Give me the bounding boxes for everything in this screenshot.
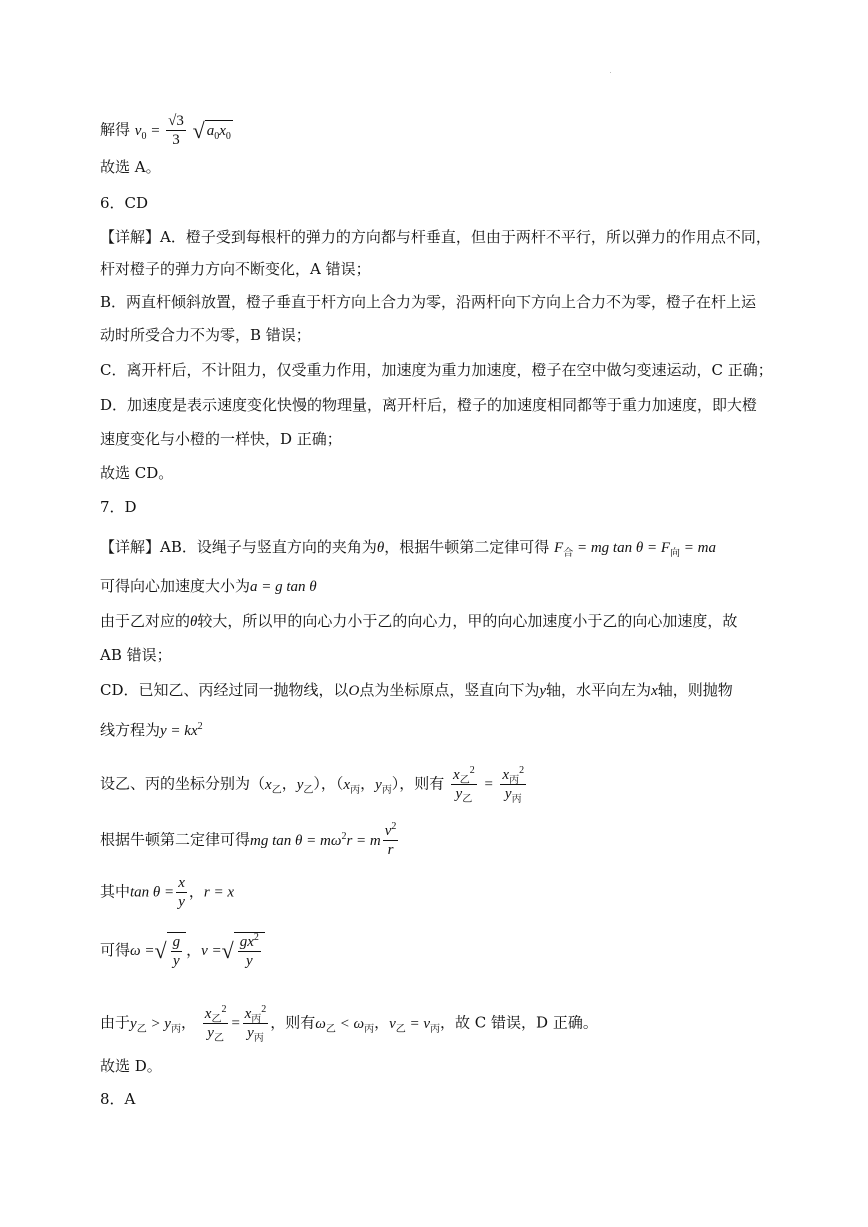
- fraction-gx2-over-y: $\frac{gx^2}{y}$: [239, 932, 259, 969]
- q7-compare: 由于乙对应的θ较大，所以甲的向心力小于乙的向心力，甲的向心加速度小于乙的向心加速度，故: [100, 612, 738, 630]
- q7-centripetal-accel: 可得向心加速度大小为a = g tan θ: [100, 577, 317, 595]
- detail-tag: 【详解】: [100, 538, 161, 556]
- q6-detail-a-cont: 杆对橙子的弹力方向不断变化，A 错误；: [100, 260, 371, 278]
- solution-v0-line: [100, 112, 233, 149]
- q7-answer: 故选 D。: [100, 1057, 162, 1075]
- q7-detail-ab: 【详解】AB．设绳子与竖直方向的夹角为θ，根据牛顿第二定律可得 $F_合$ = mg $\tan \theta = F_向$ = ma: [100, 538, 716, 559]
- equation-v0: $v_0$ =: [134, 122, 165, 142]
- fraction-xyi2-over-yyi: $\frac{x_乙^2}{y_乙}$: [453, 765, 475, 805]
- q6-detail-a: 【详解】A．橙子受到每根杆的弹力的方向都与杆垂直，但由于两杆不平行，所以弹力的作用点不同，: [100, 228, 771, 246]
- q7-conclusion: 由于$y_乙 > y_丙$， $\frac{x_乙^2}{y_乙}$ = $\frac{x_丙^2}{y_丙}$ ，则有$\omega_乙 < \omega_丙$，$v_乙 = v_丙$，故 C 错误，D 正确。: [100, 1004, 598, 1044]
- question-6-title: 6．CD: [100, 194, 149, 212]
- fraction-g-over-y: $\frac{g}{y}$: [172, 934, 181, 969]
- q7-omega-v: 可得ω =√ $\frac{g}{y}$ ，v =√ $\frac{gx^2}{y}$: [100, 932, 265, 970]
- equation-circular: mg $\tan \theta = m\omega^2r = m$: [250, 830, 381, 849]
- q6-answer: 故选 CD。: [100, 464, 174, 482]
- question-8-title: 8．A: [100, 1090, 136, 1108]
- q7-parabola: 线方程为$y = kx^2$: [100, 721, 203, 739]
- radicand-a0x0: $a_0x_0$: [205, 120, 233, 141]
- scan-mark: [610, 72, 611, 73]
- q7-tan-definition: 其中tan θ = $\frac{x}{y}$ ，r = x: [100, 875, 234, 910]
- fraction-xbing2-over-ybing: $\frac{x_丙^2}{y_丙}$: [502, 765, 525, 805]
- q6-detail-d: D．加速度是表示速度变化快慢的物理量，离开杆后，橙子的加速度相同都等于重力加速度，即大橙: [100, 396, 758, 414]
- solution-prefix: 解得: [100, 120, 131, 139]
- equation-parabola: $y = kx^2$: [160, 721, 203, 739]
- q7-compare-cont: AB 错误；: [100, 646, 172, 664]
- fraction-v2-over-r: $\frac{v^2}{r}$: [384, 821, 397, 858]
- answer-line: 故选 A。: [100, 158, 161, 176]
- equation-a: a = g tan θ: [250, 579, 317, 595]
- fraction-x-over-y: $\frac{x}{y}$: [178, 875, 185, 910]
- q6-detail-c: C．离开杆后，不计阻力，仅受重力作用，加速度为重力加速度，橙子在空中做匀变速运动，C 正确；: [100, 361, 773, 379]
- q6-detail-b-cont: 动时所受合力不为零，B 错误；: [100, 326, 311, 344]
- q6-detail-d-cont: 速度变化与小橙的一样快，D 正确；: [100, 430, 342, 448]
- q7-detail-cd: CD．已知乙、丙经过同一抛物线，以O点为坐标原点，竖直向下为y轴，水平向左为x轴，则抛物: [100, 681, 733, 699]
- q7-coordinates: 设乙、丙的坐标分别为（$x_乙$，$y_乙$），（$x_丙$，$y_丙$），则有 $\frac{x_乙^2}{y_乙}$ = $\frac{x_丙^2}{y_丙}$: [100, 765, 525, 805]
- detail-tag: 【详解】: [100, 228, 161, 246]
- fraction-sqrt3-over-3: $\frac{√3}{3}$: [168, 113, 184, 148]
- radical-sign: √: [192, 117, 205, 143]
- q6-detail-b: B．两直杆倾斜放置，橙子垂直于杆方向上合力为零，沿两杆向下方向上合力不为零，橙子在杆上运: [100, 293, 757, 311]
- q7-newton-circular: 根据牛顿第二定律可得mg $\tan \theta = m\omega^2r = m$ $\frac{v^2}{r}$: [100, 821, 397, 858]
- question-7-title: 7．D: [100, 498, 137, 516]
- equation-newton: $F_合$ = mg $\tan \theta = F_向$ = ma: [554, 540, 716, 559]
